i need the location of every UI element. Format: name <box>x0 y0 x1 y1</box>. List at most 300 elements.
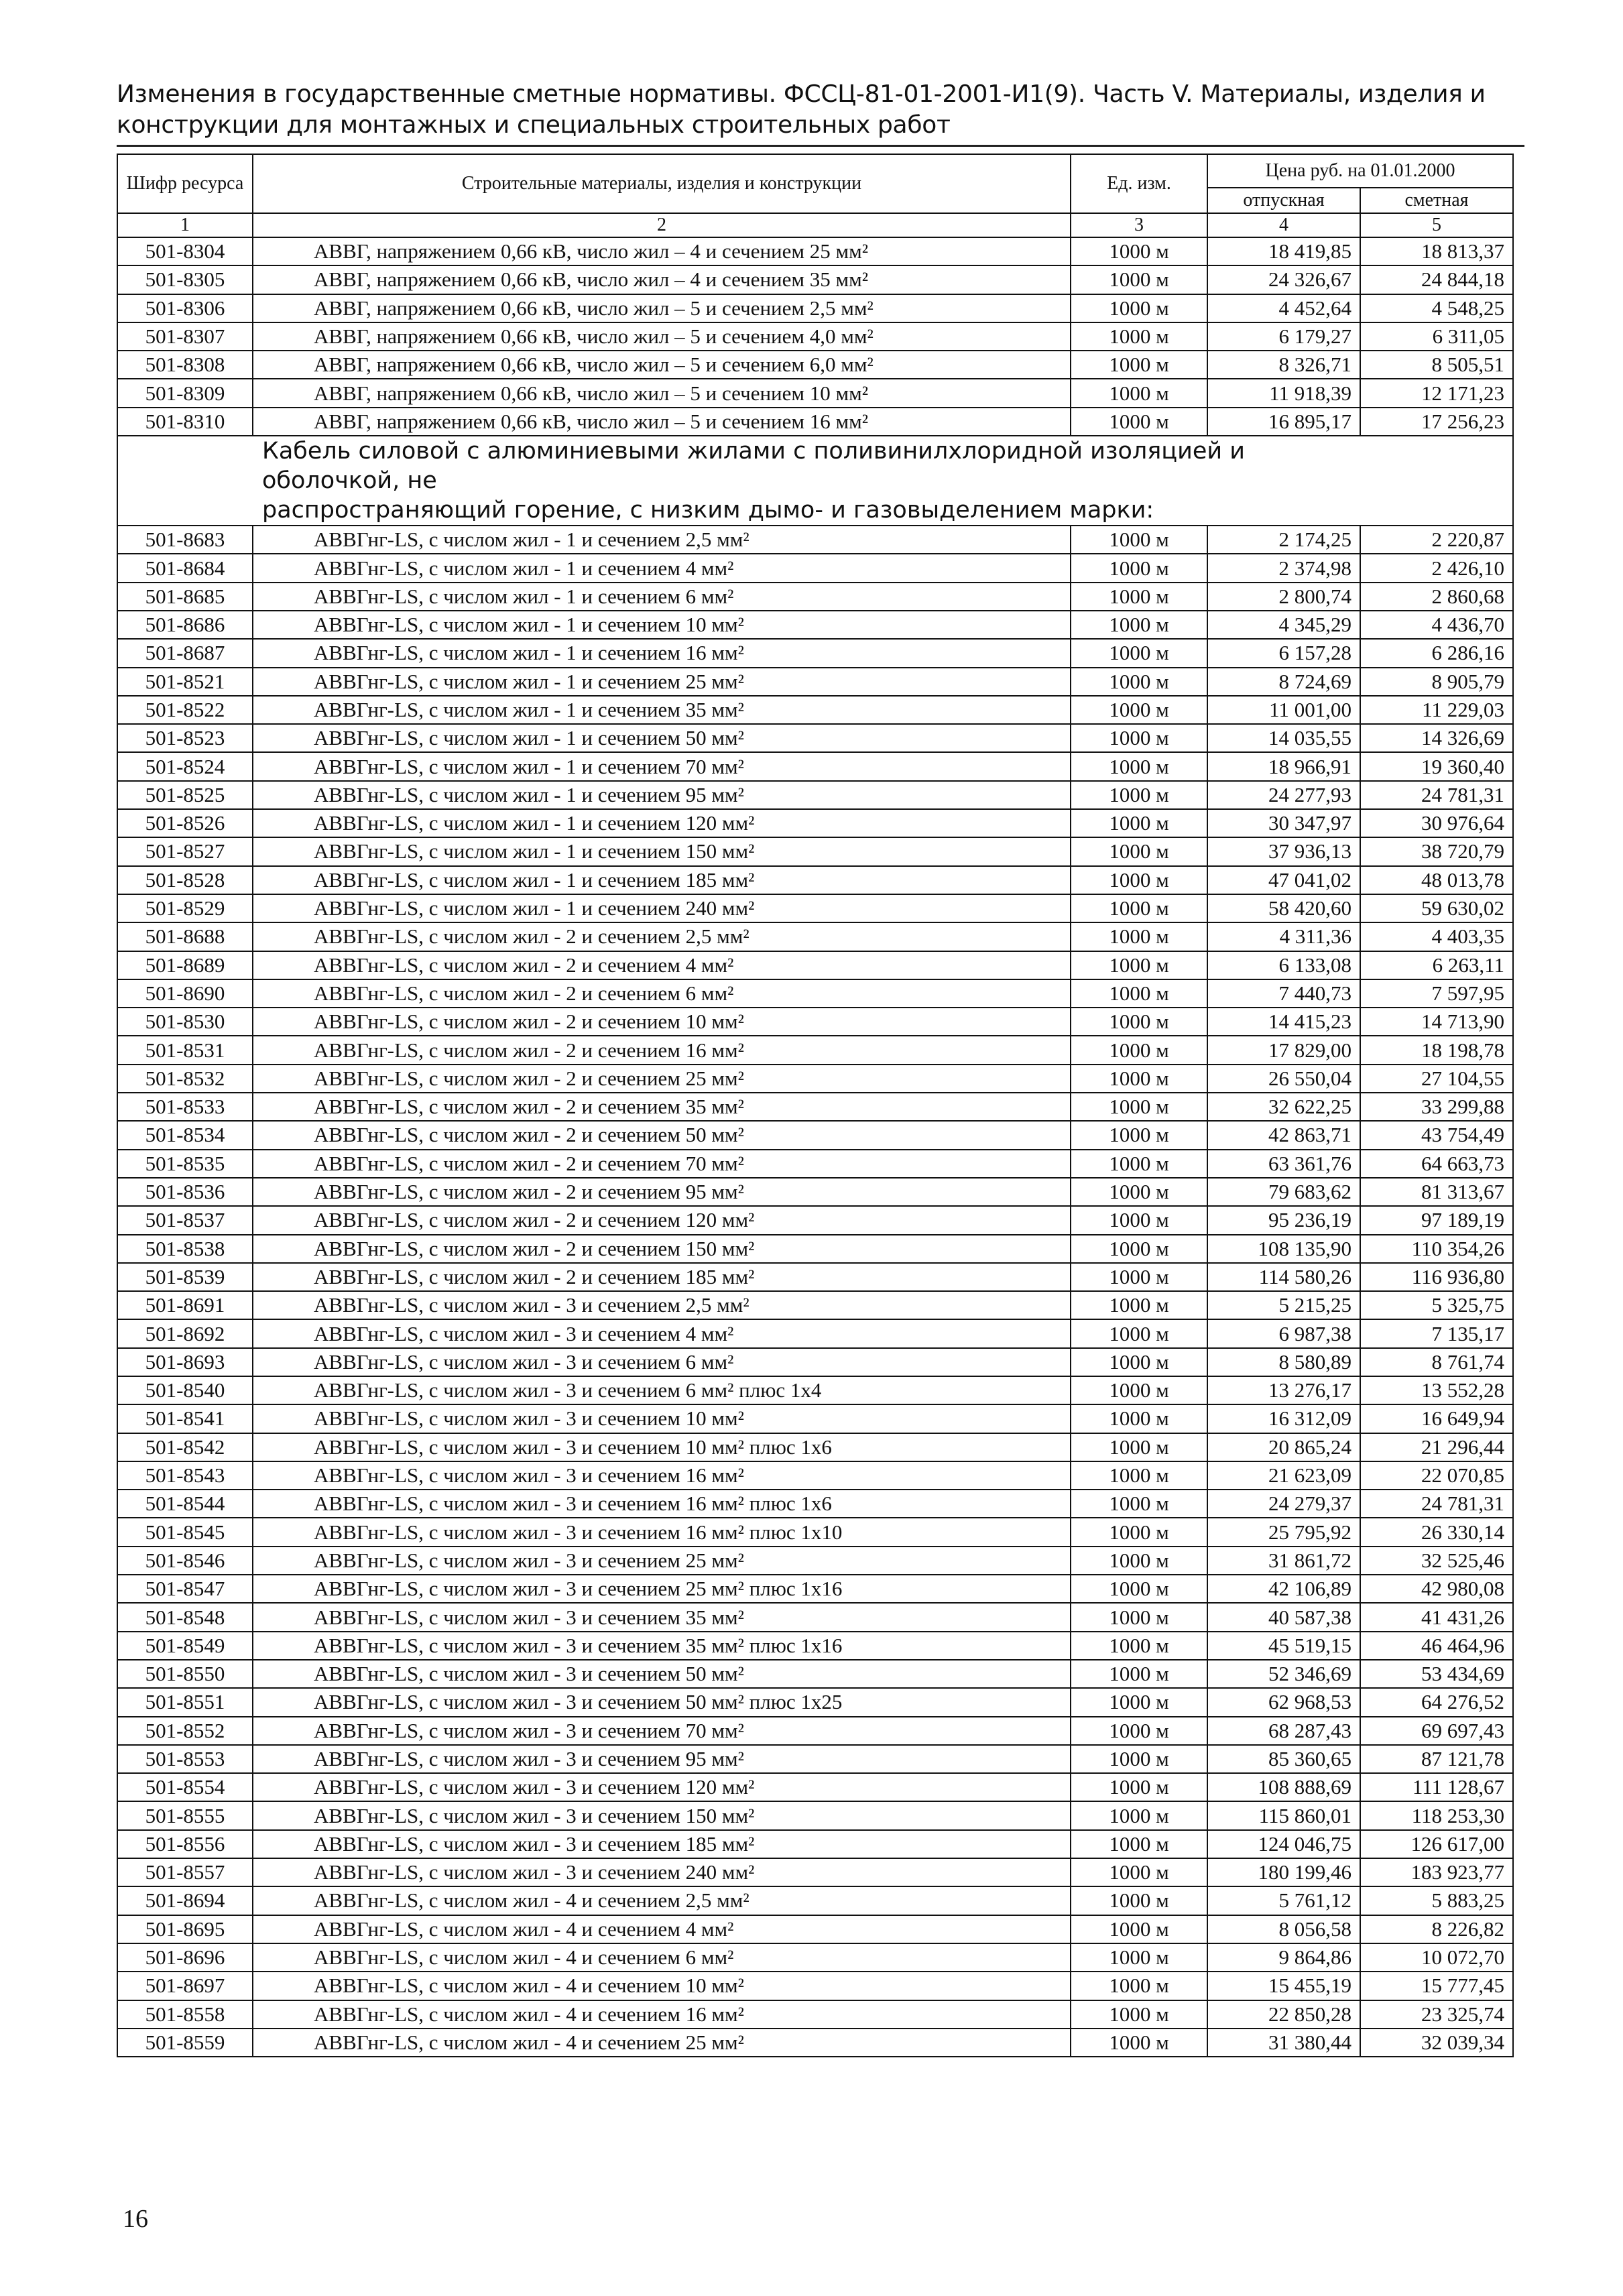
table-row <box>117 922 1513 951</box>
resource-code: 501-8552 <box>117 1717 253 1745</box>
table-row <box>117 554 1513 582</box>
table-row <box>117 1943 1513 1972</box>
release-price: 2 800,74 <box>1207 583 1360 611</box>
estimate-price: 2 426,10 <box>1360 554 1513 582</box>
unit-of-measure: 1000 м <box>1071 1433 1207 1461</box>
resource-code: 501-8553 <box>117 1745 253 1773</box>
group-header-section <box>117 436 1513 526</box>
resource-code: 501-8521 <box>117 668 253 696</box>
unit-of-measure: 1000 м <box>1071 1235 1207 1263</box>
material-name: АВВГ, напряжением 0,66 кВ, число жил – 4 и сечением 35 мм² <box>253 265 1071 294</box>
table-row <box>117 1915 1513 1943</box>
table-row <box>117 237 1513 265</box>
estimate-price: 33 299,88 <box>1360 1093 1513 1121</box>
release-price: 16 312,09 <box>1207 1404 1360 1433</box>
material-name: АВВГнг-LS, с числом жил - 3 и сечением 185 мм² <box>253 1830 1071 1858</box>
unit-of-measure: 1000 м <box>1071 1008 1207 1036</box>
table-row <box>117 951 1513 979</box>
resource-code: 501-8304 <box>117 237 253 265</box>
table-row <box>117 1547 1513 1575</box>
release-price: 68 287,43 <box>1207 1717 1360 1745</box>
material-name: АВВГнг-LS, с числом жил - 1 и сечением 6 мм² <box>253 583 1071 611</box>
release-price: 47 041,02 <box>1207 866 1360 894</box>
release-price: 16 895,17 <box>1207 408 1360 436</box>
price-table <box>117 154 1514 2057</box>
release-price: 31 380,44 <box>1207 2029 1360 2057</box>
release-price: 26 550,04 <box>1207 1065 1360 1093</box>
unit-of-measure: 1000 м <box>1071 408 1207 436</box>
material-name: АВВГнг-LS, с числом жил - 3 и сечением 10 мм² <box>253 1404 1071 1433</box>
resource-code: 501-8531 <box>117 1036 253 1064</box>
resource-code: 501-8690 <box>117 979 253 1008</box>
material-name: АВВГнг-LS, с числом жил - 1 и сечением 95 мм² <box>253 781 1071 809</box>
release-price: 21 623,09 <box>1207 1461 1360 1490</box>
release-price: 4 345,29 <box>1207 611 1360 639</box>
unit-of-measure: 1000 м <box>1071 1461 1207 1490</box>
release-price: 8 580,89 <box>1207 1348 1360 1376</box>
unit-of-measure: 1000 м <box>1071 611 1207 639</box>
resource-code: 501-8541 <box>117 1404 253 1433</box>
release-price: 7 440,73 <box>1207 979 1360 1008</box>
table-row <box>117 1065 1513 1093</box>
unit-of-measure: 1000 м <box>1071 1291 1207 1319</box>
release-price: 124 046,75 <box>1207 1830 1360 1858</box>
unit-of-measure: 1000 м <box>1071 696 1207 724</box>
estimate-price: 10 072,70 <box>1360 1943 1513 1972</box>
release-price: 108 135,90 <box>1207 1235 1360 1263</box>
material-name: АВВГнг-LS, с числом жил - 3 и сечением 10 мм² плюс 1х6 <box>253 1433 1071 1461</box>
unit-of-measure: 1000 м <box>1071 1093 1207 1121</box>
release-price: 95 236,19 <box>1207 1206 1360 1234</box>
material-name: АВВГнг-LS, с числом жил - 2 и сечением 150 мм² <box>253 1235 1071 1263</box>
release-price: 32 622,25 <box>1207 1093 1360 1121</box>
resource-code: 501-8555 <box>117 1801 253 1829</box>
resource-code: 501-8548 <box>117 1603 253 1631</box>
material-name: АВВГ, напряжением 0,66 кВ, число жил – 5 и сечением 6,0 мм² <box>253 351 1071 379</box>
table-row <box>117 1036 1513 1064</box>
estimate-price: 6 311,05 <box>1360 322 1513 351</box>
estimate-price: 16 649,94 <box>1360 1404 1513 1433</box>
release-price: 6 157,28 <box>1207 639 1360 667</box>
resource-code: 501-8535 <box>117 1150 253 1178</box>
estimate-price: 24 844,18 <box>1360 265 1513 294</box>
table-row <box>117 752 1513 780</box>
resource-code: 501-8697 <box>117 1972 253 2000</box>
material-name: АВВГнг-LS, с числом жил - 1 и сечением 10 мм² <box>253 611 1071 639</box>
estimate-price: 2 220,87 <box>1360 526 1513 554</box>
resource-code: 501-8549 <box>117 1632 253 1660</box>
resource-code: 501-8529 <box>117 894 253 922</box>
estimate-price: 126 617,00 <box>1360 1830 1513 1858</box>
resource-code: 501-8536 <box>117 1178 253 1206</box>
table-row <box>117 1093 1513 1121</box>
table-body-avvg <box>117 237 1513 436</box>
resource-code: 501-8532 <box>117 1065 253 1093</box>
release-price: 2 174,25 <box>1207 526 1360 554</box>
table-row <box>117 668 1513 696</box>
release-price: 2 374,98 <box>1207 554 1360 582</box>
material-name: АВВГ, напряжением 0,66 кВ, число жил – 5 и сечением 10 мм² <box>253 379 1071 407</box>
estimate-price: 7 597,95 <box>1360 979 1513 1008</box>
unit-of-measure: 1000 м <box>1071 1036 1207 1064</box>
material-name: АВВГнг-LS, с числом жил - 4 и сечением 10 мм² <box>253 1972 1071 2000</box>
resource-code: 501-8533 <box>117 1093 253 1121</box>
header-line-2: конструкции для монтажных и специальных строительных работ <box>117 111 951 139</box>
estimate-price: 4 548,25 <box>1360 294 1513 322</box>
table-row <box>117 2029 1513 2057</box>
table-row <box>117 1632 1513 1660</box>
table-row <box>117 1518 1513 1546</box>
resource-code: 501-8306 <box>117 294 253 322</box>
estimate-price: 8 226,82 <box>1360 1915 1513 1943</box>
resource-code: 501-8684 <box>117 554 253 582</box>
release-price: 24 326,67 <box>1207 265 1360 294</box>
release-price: 62 968,53 <box>1207 1688 1360 1716</box>
table-row <box>117 1886 1513 1915</box>
unit-of-measure: 1000 м <box>1071 809 1207 837</box>
estimate-price: 22 070,85 <box>1360 1461 1513 1490</box>
resource-code: 501-8695 <box>117 1915 253 1943</box>
resource-code: 501-8691 <box>117 1291 253 1319</box>
unit-of-measure: 1000 м <box>1071 1915 1207 1943</box>
resource-code: 501-8307 <box>117 322 253 351</box>
unit-of-measure: 1000 м <box>1071 1660 1207 1688</box>
material-name: АВВГнг-LS, с числом жил - 2 и сечением 50 мм² <box>253 1121 1071 1149</box>
unit-of-measure: 1000 м <box>1071 837 1207 865</box>
unit-of-measure: 1000 м <box>1071 1632 1207 1660</box>
material-name: АВВГнг-LS, с числом жил - 3 и сечением 120 мм² <box>253 1773 1071 1801</box>
estimate-price: 38 720,79 <box>1360 837 1513 865</box>
unit-of-measure: 1000 м <box>1071 1943 1207 1972</box>
unit-of-measure: 1000 м <box>1071 1858 1207 1886</box>
resource-code: 501-8542 <box>117 1433 253 1461</box>
unit-of-measure: 1000 м <box>1071 1319 1207 1347</box>
release-price: 24 277,93 <box>1207 781 1360 809</box>
table-row <box>117 1235 1513 1263</box>
unit-of-measure: 1000 м <box>1071 1178 1207 1206</box>
resource-code: 501-8696 <box>117 1943 253 1972</box>
unit-of-measure: 1000 м <box>1071 294 1207 322</box>
release-price: 31 861,72 <box>1207 1547 1360 1575</box>
estimate-price: 64 663,73 <box>1360 1150 1513 1178</box>
resource-code: 501-8524 <box>117 752 253 780</box>
estimate-price: 11 229,03 <box>1360 696 1513 724</box>
table-row <box>117 1348 1513 1376</box>
estimate-price: 48 013,78 <box>1360 866 1513 894</box>
resource-code: 501-8522 <box>117 696 253 724</box>
material-name: АВВГнг-LS, с числом жил - 1 и сечением 185 мм² <box>253 866 1071 894</box>
estimate-price: 46 464,96 <box>1360 1632 1513 1660</box>
release-price: 115 860,01 <box>1207 1801 1360 1829</box>
release-price: 11 001,00 <box>1207 696 1360 724</box>
release-price: 108 888,69 <box>1207 1773 1360 1801</box>
estimate-price: 42 980,08 <box>1360 1575 1513 1603</box>
table-row <box>117 1319 1513 1347</box>
material-name: АВВГнг-LS, с числом жил - 2 и сечением 6 мм² <box>253 979 1071 1008</box>
release-price: 25 795,92 <box>1207 1518 1360 1546</box>
table-row <box>117 837 1513 865</box>
estimate-price: 110 354,26 <box>1360 1235 1513 1263</box>
release-price: 4 311,36 <box>1207 922 1360 951</box>
release-price: 5 215,25 <box>1207 1291 1360 1319</box>
material-name: АВВГнг-LS, с числом жил - 3 и сечением 6 мм² плюс 1х4 <box>253 1376 1071 1404</box>
estimate-price: 116 936,80 <box>1360 1263 1513 1291</box>
material-name: АВВГ, напряжением 0,66 кВ, число жил – 5 и сечением 16 мм² <box>253 408 1071 436</box>
release-price: 42 863,71 <box>1207 1121 1360 1149</box>
table-row <box>117 1603 1513 1631</box>
resource-code: 501-8544 <box>117 1490 253 1518</box>
unit-of-measure: 1000 м <box>1071 1886 1207 1915</box>
estimate-price: 97 189,19 <box>1360 1206 1513 1234</box>
table-row <box>117 1178 1513 1206</box>
unit-of-measure: 1000 м <box>1071 922 1207 951</box>
table-row <box>117 379 1513 407</box>
unit-of-measure: 1000 м <box>1071 1490 1207 1518</box>
unit-of-measure: 1000 м <box>1071 1717 1207 1745</box>
estimate-price: 111 128,67 <box>1360 1773 1513 1801</box>
resource-code: 501-8554 <box>117 1773 253 1801</box>
col-header-release-price: отпускная <box>1207 188 1360 213</box>
material-name: АВВГнг-LS, с числом жил - 4 и сечением 25 мм² <box>253 2029 1071 2057</box>
unit-of-measure: 1000 м <box>1071 1603 1207 1631</box>
material-name: АВВГнг-LS, с числом жил - 3 и сечением 50 мм² плюс 1х25 <box>253 1688 1071 1716</box>
release-price: 15 455,19 <box>1207 1972 1360 2000</box>
estimate-price: 30 976,64 <box>1360 809 1513 837</box>
material-name: АВВГнг-LS, с числом жил - 2 и сечением 35 мм² <box>253 1093 1071 1121</box>
release-price: 4 452,64 <box>1207 294 1360 322</box>
material-name: АВВГнг-LS, с числом жил - 3 и сечением 16 мм² плюс 1х10 <box>253 1518 1071 1546</box>
release-price: 18 966,91 <box>1207 752 1360 780</box>
material-name: АВВГ, напряжением 0,66 кВ, число жил – 5 и сечением 2,5 мм² <box>253 294 1071 322</box>
resource-code: 501-8309 <box>117 379 253 407</box>
estimate-price: 21 296,44 <box>1360 1433 1513 1461</box>
table-row <box>117 724 1513 752</box>
table-row <box>117 1008 1513 1036</box>
table-row <box>117 809 1513 837</box>
unit-of-measure: 1000 м <box>1071 265 1207 294</box>
estimate-price: 6 263,11 <box>1360 951 1513 979</box>
estimate-price: 7 135,17 <box>1360 1319 1513 1347</box>
unit-of-measure: 1000 м <box>1071 379 1207 407</box>
table-row <box>117 1433 1513 1461</box>
resource-code: 501-8526 <box>117 809 253 837</box>
unit-of-measure: 1000 м <box>1071 1745 1207 1773</box>
unit-of-measure: 1000 м <box>1071 1575 1207 1603</box>
estimate-price: 5 325,75 <box>1360 1291 1513 1319</box>
estimate-price: 32 525,46 <box>1360 1547 1513 1575</box>
unit-of-measure: 1000 м <box>1071 894 1207 922</box>
resource-code: 501-8308 <box>117 351 253 379</box>
resource-code: 501-8692 <box>117 1319 253 1347</box>
table-row <box>117 1801 1513 1829</box>
material-name: АВВГнг-LS, с числом жил - 3 и сечением 16 мм² <box>253 1461 1071 1490</box>
estimate-price: 4 436,70 <box>1360 611 1513 639</box>
resource-code: 501-8523 <box>117 724 253 752</box>
estimate-price: 18 198,78 <box>1360 1036 1513 1064</box>
unit-of-measure: 1000 м <box>1071 2029 1207 2057</box>
group-header-line-2: распространяющий горение, с низким дымо- и газовыделением марки: <box>262 497 1154 524</box>
release-price: 22 850,28 <box>1207 2000 1360 2029</box>
estimate-price: 13 552,28 <box>1360 1376 1513 1404</box>
estimate-price: 14 713,90 <box>1360 1008 1513 1036</box>
table-row <box>117 2000 1513 2029</box>
table-row <box>117 1404 1513 1433</box>
table-row <box>117 1490 1513 1518</box>
resource-code: 501-8547 <box>117 1575 253 1603</box>
release-price: 9 864,86 <box>1207 1943 1360 1972</box>
unit-of-measure: 1000 м <box>1071 1518 1207 1546</box>
material-name: АВВГнг-LS, с числом жил - 2 и сечением 16 мм² <box>253 1036 1071 1064</box>
material-name: АВВГнг-LS, с числом жил - 3 и сечением 240 мм² <box>253 1858 1071 1886</box>
material-name: АВВГнг-LS, с числом жил - 3 и сечением 6 мм² <box>253 1348 1071 1376</box>
unit-of-measure: 1000 м <box>1071 668 1207 696</box>
table-row <box>117 1263 1513 1291</box>
estimate-price: 8 905,79 <box>1360 668 1513 696</box>
estimate-price: 19 360,40 <box>1360 752 1513 780</box>
release-price: 6 133,08 <box>1207 951 1360 979</box>
estimate-price: 27 104,55 <box>1360 1065 1513 1093</box>
estimate-price: 2 860,68 <box>1360 583 1513 611</box>
unit-of-measure: 1000 м <box>1071 724 1207 752</box>
table-row <box>117 696 1513 724</box>
material-name: АВВГнг-LS, с числом жил - 3 и сечением 35 мм² <box>253 1603 1071 1631</box>
release-price: 8 724,69 <box>1207 668 1360 696</box>
resource-code: 501-8556 <box>117 1830 253 1858</box>
release-price: 45 519,15 <box>1207 1632 1360 1660</box>
estimate-price: 6 286,16 <box>1360 639 1513 667</box>
release-price: 6 179,27 <box>1207 322 1360 351</box>
table-row <box>117 1376 1513 1404</box>
estimate-price: 8 761,74 <box>1360 1348 1513 1376</box>
resource-code: 501-8539 <box>117 1263 253 1291</box>
resource-code: 501-8305 <box>117 265 253 294</box>
material-name: АВВГнг-LS, с числом жил - 3 и сечением 95 мм² <box>253 1745 1071 1773</box>
material-name: АВВГнг-LS, с числом жил - 4 и сечением 6 мм² <box>253 1943 1071 1972</box>
estimate-price: 64 276,52 <box>1360 1688 1513 1716</box>
release-price: 14 415,23 <box>1207 1008 1360 1036</box>
table-row <box>117 781 1513 809</box>
material-name: АВВГнг-LS, с числом жил - 1 и сечением 150 мм² <box>253 837 1071 865</box>
material-name: АВВГнг-LS, с числом жил - 4 и сечением 4 мм² <box>253 1915 1071 1943</box>
material-name: АВВГнг-LS, с числом жил - 2 и сечением 4 мм² <box>253 951 1071 979</box>
material-name: АВВГнг-LS, с числом жил - 3 и сечением 25 мм² <box>253 1547 1071 1575</box>
release-price: 17 829,00 <box>1207 1036 1360 1064</box>
unit-of-measure: 1000 м <box>1071 1065 1207 1093</box>
resource-code: 501-8685 <box>117 583 253 611</box>
unit-of-measure: 1000 м <box>1071 583 1207 611</box>
table-row <box>117 1858 1513 1886</box>
group-header-line-1: Кабель силовой с алюминиевыми жилами с поливинилхлоридной изоляцией и оболочкой, не <box>262 438 1246 495</box>
table-row <box>117 611 1513 639</box>
resource-code: 501-8310 <box>117 408 253 436</box>
estimate-price: 18 813,37 <box>1360 237 1513 265</box>
release-price: 5 761,12 <box>1207 1886 1360 1915</box>
resource-code: 501-8545 <box>117 1518 253 1546</box>
material-name: АВВГнг-LS, с числом жил - 2 и сечением 10 мм² <box>253 1008 1071 1036</box>
estimate-price: 87 121,78 <box>1360 1745 1513 1773</box>
group-header <box>117 436 1513 526</box>
table-row <box>117 265 1513 294</box>
col-number: 1 <box>117 213 253 237</box>
release-price: 79 683,62 <box>1207 1178 1360 1206</box>
release-price: 18 419,85 <box>1207 237 1360 265</box>
release-price: 6 987,38 <box>1207 1319 1360 1347</box>
table-row <box>117 1121 1513 1149</box>
unit-of-measure: 1000 м <box>1071 1206 1207 1234</box>
material-name: АВВГнг-LS, с числом жил - 3 и сечением 16 мм² плюс 1х6 <box>253 1490 1071 1518</box>
unit-of-measure: 1000 м <box>1071 639 1207 667</box>
col-header-estimate-price: сметная <box>1360 188 1513 213</box>
estimate-price: 26 330,14 <box>1360 1518 1513 1546</box>
table-row <box>117 1575 1513 1603</box>
resource-code: 501-8557 <box>117 1858 253 1886</box>
release-price: 114 580,26 <box>1207 1263 1360 1291</box>
resource-code: 501-8693 <box>117 1348 253 1376</box>
material-name: АВВГ, напряжением 0,66 кВ, число жил – 5 и сечением 4,0 мм² <box>253 322 1071 351</box>
resource-code: 501-8546 <box>117 1547 253 1575</box>
table-header <box>117 154 1513 237</box>
table-row <box>117 351 1513 379</box>
estimate-price: 4 403,35 <box>1360 922 1513 951</box>
resource-code: 501-8689 <box>117 951 253 979</box>
estimate-price: 32 039,34 <box>1360 2029 1513 2057</box>
table-row <box>117 1972 1513 2000</box>
col-number: 3 <box>1071 213 1207 237</box>
resource-code: 501-8525 <box>117 781 253 809</box>
page-number: 16 <box>123 2205 148 2233</box>
release-price: 58 420,60 <box>1207 894 1360 922</box>
estimate-price: 14 326,69 <box>1360 724 1513 752</box>
header-line-1: Изменения в государственные сметные нормативы. ФССЦ-81-01-2001-И1(9). Часть V. Материалы, изделия и <box>117 80 1486 108</box>
unit-of-measure: 1000 м <box>1071 866 1207 894</box>
material-name: АВВГнг-LS, с числом жил - 4 и сечением 16 мм² <box>253 2000 1071 2029</box>
release-price: 42 106,89 <box>1207 1575 1360 1603</box>
resource-code: 501-8687 <box>117 639 253 667</box>
unit-of-measure: 1000 м <box>1071 1773 1207 1801</box>
estimate-price: 5 883,25 <box>1360 1886 1513 1915</box>
col-number: 5 <box>1360 213 1513 237</box>
unit-of-measure: 1000 м <box>1071 237 1207 265</box>
unit-of-measure: 1000 м <box>1071 1348 1207 1376</box>
resource-code: 501-8528 <box>117 866 253 894</box>
unit-of-measure: 1000 м <box>1071 1830 1207 1858</box>
estimate-price: 23 325,74 <box>1360 2000 1513 2029</box>
release-price: 37 936,13 <box>1207 837 1360 865</box>
estimate-price: 81 313,67 <box>1360 1178 1513 1206</box>
unit-of-measure: 1000 м <box>1071 1547 1207 1575</box>
material-name: АВВГнг-LS, с числом жил - 1 и сечением 4 мм² <box>253 554 1071 582</box>
col-header-code: Шифр ресурса <box>117 154 253 213</box>
release-price: 24 279,37 <box>1207 1490 1360 1518</box>
resource-code: 501-8537 <box>117 1206 253 1234</box>
material-name: АВВГнг-LS, с числом жил - 2 и сечением 120 мм² <box>253 1206 1071 1234</box>
estimate-price: 53 434,69 <box>1360 1660 1513 1688</box>
estimate-price: 17 256,23 <box>1360 408 1513 436</box>
material-name: АВВГнг-LS, с числом жил - 1 и сечением 240 мм² <box>253 894 1071 922</box>
col-header-price: Цена руб. на 01.01.2000 <box>1207 154 1513 188</box>
resource-code: 501-8694 <box>117 1886 253 1915</box>
col-header-name: Строительные материалы, изделия и конструкции <box>253 154 1071 213</box>
estimate-price: 12 171,23 <box>1360 379 1513 407</box>
table-row <box>117 1717 1513 1745</box>
unit-of-measure: 1000 м <box>1071 526 1207 554</box>
release-price: 63 361,76 <box>1207 1150 1360 1178</box>
table-row <box>117 1830 1513 1858</box>
material-name: АВВГ, напряжением 0,66 кВ, число жил – 4 и сечением 25 мм² <box>253 237 1071 265</box>
material-name: АВВГнг-LS, с числом жил - 2 и сечением 185 мм² <box>253 1263 1071 1291</box>
table-row <box>117 639 1513 667</box>
unit-of-measure: 1000 м <box>1071 979 1207 1008</box>
